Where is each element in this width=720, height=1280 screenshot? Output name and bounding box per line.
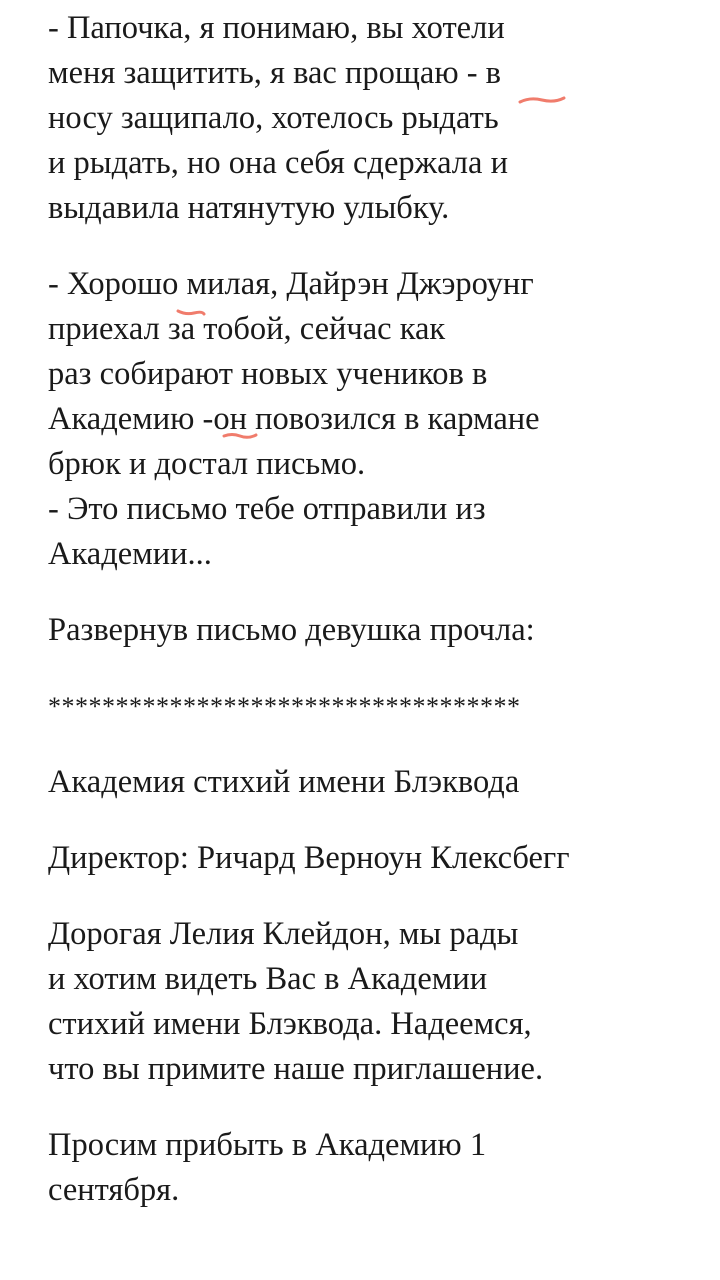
- paragraph-farewell: [48, 6, 708, 231]
- text-line: выдавила натянутую улыбку.: [48, 190, 450, 226]
- text-line: раз собирают новых учеников в: [48, 356, 488, 392]
- paragraph-reading-letter: [48, 608, 708, 653]
- text-line: Дорогая Лелия Клейдон, мы рады: [48, 916, 519, 952]
- document-body: [48, 6, 708, 1213]
- text-line: брюк и достал письмо.: [48, 446, 366, 482]
- text-line: - Хорошо милая, Дайрэн Джэроунг: [48, 266, 534, 302]
- text-line: Директор: Ричард Верноун Клексбегг: [48, 840, 570, 876]
- letter-director: [48, 836, 708, 881]
- text-line: - Папочка, я понимаю, вы хотели: [48, 10, 505, 46]
- paragraph-father-speech: [48, 262, 708, 577]
- text-line: меня защитить, я вас прощаю - в: [48, 55, 502, 91]
- letter-request: [48, 1123, 708, 1213]
- text-line: Академия стихий имени Блэквода: [48, 764, 520, 800]
- separator-line: ***********************************: [48, 692, 521, 721]
- separator-stars: [48, 684, 708, 729]
- text-line: и рыдать, но она себя сдержала и: [48, 145, 508, 181]
- text-line: носу защипало, хотелось рыдать: [48, 100, 499, 136]
- text-line: стихий имени Блэквода. Надеемся,: [48, 1006, 532, 1042]
- text-line: Академию -он повозился в кармане: [48, 401, 540, 437]
- letter-body: [48, 912, 708, 1092]
- letter-heading: [48, 760, 708, 805]
- text-line: и хотим видеть Вас в Академии: [48, 961, 488, 997]
- text-line: Просим прибыть в Академию 1: [48, 1127, 487, 1163]
- text-line: Академии...: [48, 536, 212, 572]
- text-line: сентября.: [48, 1172, 180, 1208]
- text-line: - Это письмо тебе отправили из: [48, 491, 486, 527]
- text-line: Развернув письмо девушка прочла:: [48, 612, 535, 648]
- text-line: что вы примите наше приглашение.: [48, 1051, 544, 1087]
- text-line: приехал за тобой, сейчас как: [48, 311, 446, 347]
